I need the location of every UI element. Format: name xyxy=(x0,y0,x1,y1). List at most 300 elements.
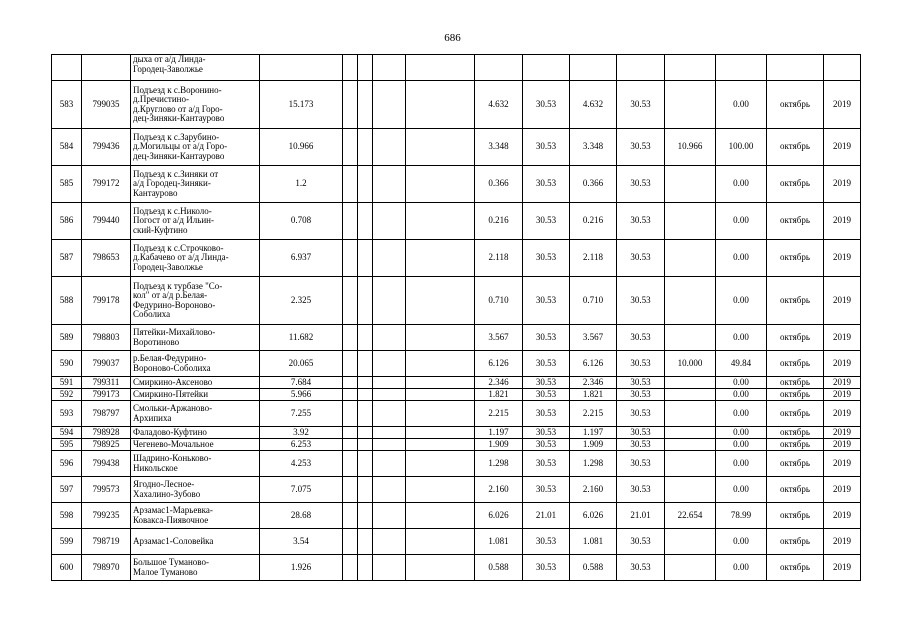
cell-blank xyxy=(406,503,475,529)
cell-value: 30.53 xyxy=(617,129,665,166)
cell-number: 598 xyxy=(52,503,82,529)
table-row xyxy=(52,503,861,529)
cell-month: октябрь xyxy=(767,325,824,351)
cell-blank xyxy=(358,439,373,451)
cell-value: 0.00 xyxy=(716,166,767,203)
cell-blank xyxy=(358,351,373,377)
cell-value: 0.00 xyxy=(716,277,767,325)
cell-value: 30.53 xyxy=(617,427,665,439)
cell-blank xyxy=(373,203,406,240)
cell-month: октябрь xyxy=(767,240,824,277)
cell-blank xyxy=(373,389,406,401)
cell-year: 2019 xyxy=(824,81,861,129)
cell-value xyxy=(475,55,523,81)
cell-blank xyxy=(358,203,373,240)
cell-number: 593 xyxy=(52,401,82,427)
cell-value: 0.710 xyxy=(570,277,617,325)
cell-month: октябрь xyxy=(767,203,824,240)
cell-value: 30.53 xyxy=(523,81,570,129)
cell-length: 1.2 xyxy=(260,166,343,203)
cell-road-name: Подъезд к с.Зарубино- д.Могильцы от а/д Горо- дец-Зиняки-Кантаурово xyxy=(131,129,260,166)
cell-month: октябрь xyxy=(767,166,824,203)
cell-year: 2019 xyxy=(824,351,861,377)
cell-month: октябрь xyxy=(767,129,824,166)
cell-value: 30.53 xyxy=(617,451,665,477)
cell-value: 30.53 xyxy=(523,389,570,401)
cell-blank xyxy=(358,81,373,129)
table-row xyxy=(52,401,861,427)
cell-month xyxy=(767,55,824,81)
cell-road-name: дыха от а/д Линда- Городец-Заволжье xyxy=(131,55,260,81)
cell-value: 0.00 xyxy=(716,477,767,503)
cell-month: октябрь xyxy=(767,477,824,503)
cell-blank xyxy=(343,129,358,166)
cell-blank xyxy=(343,55,358,81)
cell-blank xyxy=(343,555,358,581)
cell-length: 1.926 xyxy=(260,555,343,581)
cell-value: 30.53 xyxy=(617,351,665,377)
cell-year: 2019 xyxy=(824,401,861,427)
cell-year: 2019 xyxy=(824,240,861,277)
cell-value: 30.53 xyxy=(523,277,570,325)
cell-blank xyxy=(343,81,358,129)
cell-value xyxy=(665,401,716,427)
cell-blank xyxy=(373,325,406,351)
cell-length: 7.255 xyxy=(260,401,343,427)
cell-number: 588 xyxy=(52,277,82,325)
cell-blank xyxy=(406,166,475,203)
cell-blank xyxy=(406,439,475,451)
cell-value: 10.966 xyxy=(665,129,716,166)
cell-value xyxy=(665,555,716,581)
cell-year: 2019 xyxy=(824,529,861,555)
cell-blank xyxy=(343,377,358,389)
cell-value: 2.118 xyxy=(475,240,523,277)
cell-value: 30.53 xyxy=(523,240,570,277)
cell-blank xyxy=(373,555,406,581)
cell-value: 1.081 xyxy=(570,529,617,555)
cell-blank xyxy=(358,377,373,389)
cell-value: 0.366 xyxy=(570,166,617,203)
cell-value: 1.298 xyxy=(570,451,617,477)
cell-value: 30.53 xyxy=(617,377,665,389)
cell-month: октябрь xyxy=(767,351,824,377)
cell-value: 0.710 xyxy=(475,277,523,325)
cell-blank xyxy=(343,427,358,439)
cell-number: 599 xyxy=(52,529,82,555)
cell-length: 5.966 xyxy=(260,389,343,401)
cell-code: 799436 xyxy=(82,129,131,166)
cell-code: 799178 xyxy=(82,277,131,325)
cell-number: 590 xyxy=(52,351,82,377)
cell-blank xyxy=(406,451,475,477)
cell-value xyxy=(665,166,716,203)
cell-value: 78.99 xyxy=(716,503,767,529)
cell-value: 30.53 xyxy=(523,427,570,439)
cell-code: 798928 xyxy=(82,427,131,439)
cell-value: 0.00 xyxy=(716,377,767,389)
cell-road-name: Арзамас1-Соловейка xyxy=(131,529,260,555)
cell-value xyxy=(665,389,716,401)
road-data-table xyxy=(51,54,861,581)
cell-blank xyxy=(406,389,475,401)
cell-code: 799037 xyxy=(82,351,131,377)
cell-value: 30.53 xyxy=(617,203,665,240)
cell-length: 6.253 xyxy=(260,439,343,451)
cell-month: октябрь xyxy=(767,451,824,477)
table-row xyxy=(52,555,861,581)
cell-code xyxy=(82,55,131,81)
cell-value xyxy=(570,55,617,81)
cell-year: 2019 xyxy=(824,166,861,203)
cell-value: 30.53 xyxy=(617,240,665,277)
cell-value: 30.53 xyxy=(523,325,570,351)
cell-code: 799438 xyxy=(82,451,131,477)
cell-blank xyxy=(343,389,358,401)
cell-value: 30.53 xyxy=(617,555,665,581)
cell-code: 799035 xyxy=(82,81,131,129)
cell-value xyxy=(665,325,716,351)
cell-road-name: Фаладово-Куфтино xyxy=(131,427,260,439)
cell-blank xyxy=(358,55,373,81)
cell-year: 2019 xyxy=(824,389,861,401)
cell-value: 1.909 xyxy=(570,439,617,451)
cell-value: 4.632 xyxy=(475,81,523,129)
cell-code: 799440 xyxy=(82,203,131,240)
cell-blank xyxy=(373,477,406,503)
cell-value: 10.000 xyxy=(665,351,716,377)
cell-blank xyxy=(373,451,406,477)
cell-blank xyxy=(358,427,373,439)
cell-value: 6.126 xyxy=(475,351,523,377)
cell-blank xyxy=(358,240,373,277)
cell-value: 3.348 xyxy=(570,129,617,166)
cell-year: 2019 xyxy=(824,503,861,529)
cell-blank xyxy=(406,240,475,277)
cell-blank xyxy=(406,529,475,555)
cell-value: 0.00 xyxy=(716,389,767,401)
cell-blank xyxy=(373,166,406,203)
cell-blank xyxy=(406,401,475,427)
table-body xyxy=(52,55,861,581)
cell-value: 22.654 xyxy=(665,503,716,529)
cell-blank xyxy=(358,477,373,503)
cell-value: 30.53 xyxy=(523,529,570,555)
cell-month: октябрь xyxy=(767,377,824,389)
cell-blank xyxy=(343,166,358,203)
table-row xyxy=(52,477,861,503)
cell-value xyxy=(665,240,716,277)
cell-year: 2019 xyxy=(824,555,861,581)
cell-blank xyxy=(406,477,475,503)
cell-value: 0.216 xyxy=(570,203,617,240)
cell-value xyxy=(665,439,716,451)
cell-road-name: Подъезд к с.Николо- Погост от а/д Ильин- ский-Куфтино xyxy=(131,203,260,240)
cell-blank xyxy=(373,129,406,166)
cell-number: 585 xyxy=(52,166,82,203)
cell-blank xyxy=(373,81,406,129)
cell-value xyxy=(716,55,767,81)
cell-road-name: Смольки-Аржаново- Архипиха xyxy=(131,401,260,427)
cell-length: 3.54 xyxy=(260,529,343,555)
cell-value: 0.00 xyxy=(716,439,767,451)
cell-length: 0.708 xyxy=(260,203,343,240)
cell-month: октябрь xyxy=(767,555,824,581)
cell-blank xyxy=(406,427,475,439)
cell-blank xyxy=(343,439,358,451)
cell-year: 2019 xyxy=(824,439,861,451)
cell-blank xyxy=(373,351,406,377)
cell-year: 2019 xyxy=(824,203,861,240)
cell-month: октябрь xyxy=(767,439,824,451)
cell-blank xyxy=(343,203,358,240)
cell-value: 30.53 xyxy=(523,166,570,203)
cell-value: 2.346 xyxy=(475,377,523,389)
cell-length: 7.684 xyxy=(260,377,343,389)
cell-value: 2.215 xyxy=(475,401,523,427)
cell-value xyxy=(617,55,665,81)
cell-number: 592 xyxy=(52,389,82,401)
cell-value: 30.53 xyxy=(523,439,570,451)
cell-blank xyxy=(373,503,406,529)
cell-year: 2019 xyxy=(824,377,861,389)
cell-length: 3.92 xyxy=(260,427,343,439)
cell-value xyxy=(665,477,716,503)
cell-blank xyxy=(358,129,373,166)
cell-road-name: Чегенево-Мочальное xyxy=(131,439,260,451)
cell-length: 7.075 xyxy=(260,477,343,503)
cell-value xyxy=(665,277,716,325)
cell-road-name: Шадрино-Коньково- Никольское xyxy=(131,451,260,477)
cell-blank xyxy=(373,439,406,451)
cell-number: 597 xyxy=(52,477,82,503)
cell-value: 1.821 xyxy=(570,389,617,401)
cell-month: октябрь xyxy=(767,503,824,529)
cell-blank xyxy=(406,203,475,240)
cell-blank xyxy=(358,277,373,325)
cell-value xyxy=(665,81,716,129)
cell-blank xyxy=(373,529,406,555)
cell-blank xyxy=(343,277,358,325)
cell-value: 30.53 xyxy=(523,377,570,389)
cell-value: 3.567 xyxy=(475,325,523,351)
table-row xyxy=(52,203,861,240)
cell-road-name: Подъезд к с.Строчково- д.Кабачево от а/д Линда- Городец-Заволжье xyxy=(131,240,260,277)
cell-blank xyxy=(406,55,475,81)
cell-month: октябрь xyxy=(767,401,824,427)
table-row xyxy=(52,451,861,477)
cell-value: 1.197 xyxy=(570,427,617,439)
cell-month: октябрь xyxy=(767,389,824,401)
cell-blank xyxy=(406,129,475,166)
cell-value: 30.53 xyxy=(523,129,570,166)
cell-code: 798925 xyxy=(82,439,131,451)
cell-number: 595 xyxy=(52,439,82,451)
cell-length xyxy=(260,55,343,81)
cell-value: 100.00 xyxy=(716,129,767,166)
cell-blank xyxy=(343,451,358,477)
cell-length: 2.325 xyxy=(260,277,343,325)
cell-blank xyxy=(358,451,373,477)
cell-value: 30.53 xyxy=(617,277,665,325)
cell-value: 0.366 xyxy=(475,166,523,203)
cell-year: 2019 xyxy=(824,129,861,166)
cell-blank xyxy=(358,529,373,555)
table-row xyxy=(52,351,861,377)
cell-value: 3.567 xyxy=(570,325,617,351)
cell-road-name: Ягодно-Лесное- Хахалино-Зубово xyxy=(131,477,260,503)
cell-road-name: Подъезд к турбазе "Со- кол" от а/д р.Белая- Федурино-Вороново- Соболиха xyxy=(131,277,260,325)
cell-value xyxy=(665,377,716,389)
cell-value: 0.00 xyxy=(716,427,767,439)
cell-value: 30.53 xyxy=(523,451,570,477)
cell-value: 0.00 xyxy=(716,81,767,129)
cell-number: 583 xyxy=(52,81,82,129)
table-row xyxy=(52,277,861,325)
cell-year: 2019 xyxy=(824,477,861,503)
table-row-continuation xyxy=(52,55,861,81)
cell-value: 1.909 xyxy=(475,439,523,451)
cell-blank xyxy=(343,240,358,277)
cell-code: 798970 xyxy=(82,555,131,581)
cell-length: 6.937 xyxy=(260,240,343,277)
cell-value: 30.53 xyxy=(617,325,665,351)
cell-number: 589 xyxy=(52,325,82,351)
cell-road-name: Большое Туманово- Малое Туманово xyxy=(131,555,260,581)
table-row xyxy=(52,377,861,389)
cell-number: 584 xyxy=(52,129,82,166)
cell-road-name: Подъезд к с.Воронино- д.Пречистино- д.Круглово от а/д Горо- дец-Зиняки-Кантаурово xyxy=(131,81,260,129)
table-row xyxy=(52,427,861,439)
cell-number xyxy=(52,55,82,81)
cell-number: 587 xyxy=(52,240,82,277)
cell-value: 0.588 xyxy=(475,555,523,581)
cell-month: октябрь xyxy=(767,277,824,325)
table-row xyxy=(52,166,861,203)
cell-blank xyxy=(343,325,358,351)
cell-value: 0.00 xyxy=(716,203,767,240)
cell-code: 798803 xyxy=(82,325,131,351)
cell-code: 799172 xyxy=(82,166,131,203)
cell-year: 2019 xyxy=(824,427,861,439)
cell-road-name: Смиркино-Пятейки xyxy=(131,389,260,401)
table-row xyxy=(52,81,861,129)
cell-blank xyxy=(406,377,475,389)
cell-blank xyxy=(358,503,373,529)
cell-blank xyxy=(406,81,475,129)
cell-value: 30.53 xyxy=(617,389,665,401)
cell-value xyxy=(523,55,570,81)
cell-blank xyxy=(406,351,475,377)
cell-value: 1.821 xyxy=(475,389,523,401)
cell-value: 2.160 xyxy=(475,477,523,503)
cell-value xyxy=(665,55,716,81)
cell-blank xyxy=(373,55,406,81)
cell-number: 591 xyxy=(52,377,82,389)
cell-blank xyxy=(406,555,475,581)
cell-length: 10.966 xyxy=(260,129,343,166)
table-row xyxy=(52,439,861,451)
cell-value: 2.215 xyxy=(570,401,617,427)
cell-value: 2.346 xyxy=(570,377,617,389)
cell-year xyxy=(824,55,861,81)
cell-number: 596 xyxy=(52,451,82,477)
cell-length: 20.065 xyxy=(260,351,343,377)
cell-value xyxy=(665,529,716,555)
cell-value: 0.00 xyxy=(716,325,767,351)
cell-value: 0.00 xyxy=(716,555,767,581)
cell-code: 799173 xyxy=(82,389,131,401)
cell-blank xyxy=(343,477,358,503)
cell-blank xyxy=(343,529,358,555)
cell-blank xyxy=(406,277,475,325)
cell-value: 30.53 xyxy=(523,477,570,503)
cell-value: 1.298 xyxy=(475,451,523,477)
cell-value: 0.00 xyxy=(716,240,767,277)
cell-value: 6.126 xyxy=(570,351,617,377)
cell-value: 30.53 xyxy=(617,529,665,555)
cell-value xyxy=(665,427,716,439)
cell-value: 30.53 xyxy=(617,81,665,129)
cell-length: 28.68 xyxy=(260,503,343,529)
cell-month: октябрь xyxy=(767,427,824,439)
cell-road-name: Пятейки-Михайлово- Воротиново xyxy=(131,325,260,351)
cell-road-name: Арзамас1-Марьевка- Ковакса-Пиявочное xyxy=(131,503,260,529)
cell-code: 799311 xyxy=(82,377,131,389)
cell-value: 1.081 xyxy=(475,529,523,555)
table-row xyxy=(52,325,861,351)
cell-blank xyxy=(373,427,406,439)
cell-value: 4.632 xyxy=(570,81,617,129)
cell-code: 798719 xyxy=(82,529,131,555)
cell-number: 594 xyxy=(52,427,82,439)
cell-value: 49.84 xyxy=(716,351,767,377)
cell-code: 798653 xyxy=(82,240,131,277)
cell-value: 0.00 xyxy=(716,401,767,427)
cell-value: 6.026 xyxy=(475,503,523,529)
cell-value: 6.026 xyxy=(570,503,617,529)
cell-value: 30.53 xyxy=(523,203,570,240)
cell-value: 0.588 xyxy=(570,555,617,581)
cell-value: 0.216 xyxy=(475,203,523,240)
cell-value: 1.197 xyxy=(475,427,523,439)
cell-blank xyxy=(373,377,406,389)
cell-blank xyxy=(343,351,358,377)
cell-value: 30.53 xyxy=(523,401,570,427)
cell-value: 3.348 xyxy=(475,129,523,166)
cell-value: 30.53 xyxy=(617,439,665,451)
cell-month: октябрь xyxy=(767,529,824,555)
cell-code: 798797 xyxy=(82,401,131,427)
table-row xyxy=(52,240,861,277)
cell-value: 2.118 xyxy=(570,240,617,277)
cell-blank xyxy=(343,503,358,529)
cell-year: 2019 xyxy=(824,451,861,477)
cell-blank xyxy=(358,389,373,401)
page-number: 686 xyxy=(444,32,461,44)
cell-value: 30.53 xyxy=(617,166,665,203)
table-row xyxy=(52,389,861,401)
cell-code: 799573 xyxy=(82,477,131,503)
cell-blank xyxy=(358,401,373,427)
cell-blank xyxy=(343,401,358,427)
cell-blank xyxy=(358,555,373,581)
cell-blank xyxy=(373,277,406,325)
cell-blank xyxy=(406,325,475,351)
cell-month: октябрь xyxy=(767,81,824,129)
cell-length: 11.682 xyxy=(260,325,343,351)
cell-value: 2.160 xyxy=(570,477,617,503)
